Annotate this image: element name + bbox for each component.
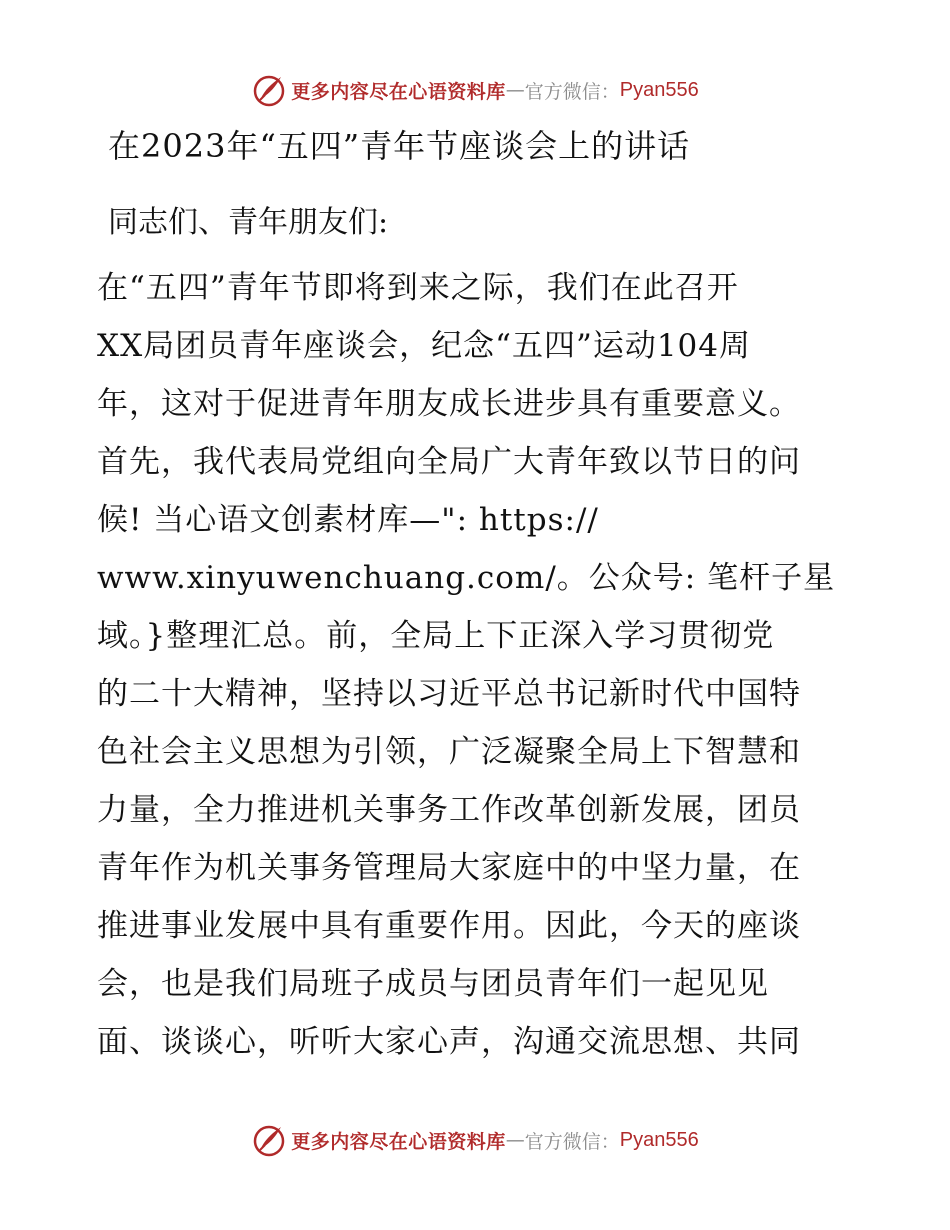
body-line: 会，也是我们局班子成员与团员青年们一起见见 <box>97 966 769 1002</box>
body-line: 的二十大精神，坚持以习近平总书记新时代中国特 <box>97 676 801 712</box>
watermark-official-label: 官方微信： <box>524 80 620 103</box>
body-line: 推进事业发展中具有重要作用。因此，今天的座谈 <box>97 908 801 944</box>
body-line: 年，这对于促进青年朋友成长进步具有重要意义。 <box>97 386 801 422</box>
body-line: 候! 当心语文创素材库—": https:// <box>97 502 599 538</box>
body-line: 在“五四”青年节即将到来之际，我们在此召开 <box>97 270 739 306</box>
footer-watermark <box>0 1120 950 1160</box>
page-title: 在2023年“五四”青年节座谈会上的讲话 <box>108 127 691 165</box>
greeting-line: 同志们、青年朋友们: <box>108 205 389 240</box>
watermark-official-label: 官方微信： <box>524 1130 620 1153</box>
body-line: www.xinyuwenchuang.com/。公众号: 笔杆子星 <box>97 560 836 596</box>
body-line: 首先，我代表局党组向全局广大青年致以节日的问 <box>97 444 801 480</box>
quill-logo-icon <box>251 72 287 108</box>
body-line: 面、谈谈心，听听大家心声，沟通交流思想、共同 <box>97 1024 801 1060</box>
body-line: 色社会主义思想为引领，广泛凝聚全局上下智慧和 <box>97 734 801 770</box>
watermark-account: Pyan556 <box>619 78 699 101</box>
watermark-account: Pyan556 <box>619 1128 699 1151</box>
body-line: 域。}整理汇总。前，全局上下正深入学习贯彻党 <box>97 618 775 654</box>
body-line: 青年作为机关事务管理局大家庭中的中坚力量，在 <box>97 850 801 886</box>
body-line: XX局团员青年座谈会，纪念“五四”运动104周 <box>97 328 752 364</box>
quill-logo-icon <box>251 1122 287 1158</box>
watermark-separator: — <box>505 79 525 101</box>
body-line: 力量，全力推进机关事务工作改革创新发展，团员 <box>97 792 801 828</box>
watermark-brand: 更多内容尽在心语资料库 <box>291 1130 506 1153</box>
watermark-separator: — <box>505 1129 525 1151</box>
header-watermark <box>0 70 950 110</box>
watermark-brand: 更多内容尽在心语资料库 <box>291 80 506 103</box>
